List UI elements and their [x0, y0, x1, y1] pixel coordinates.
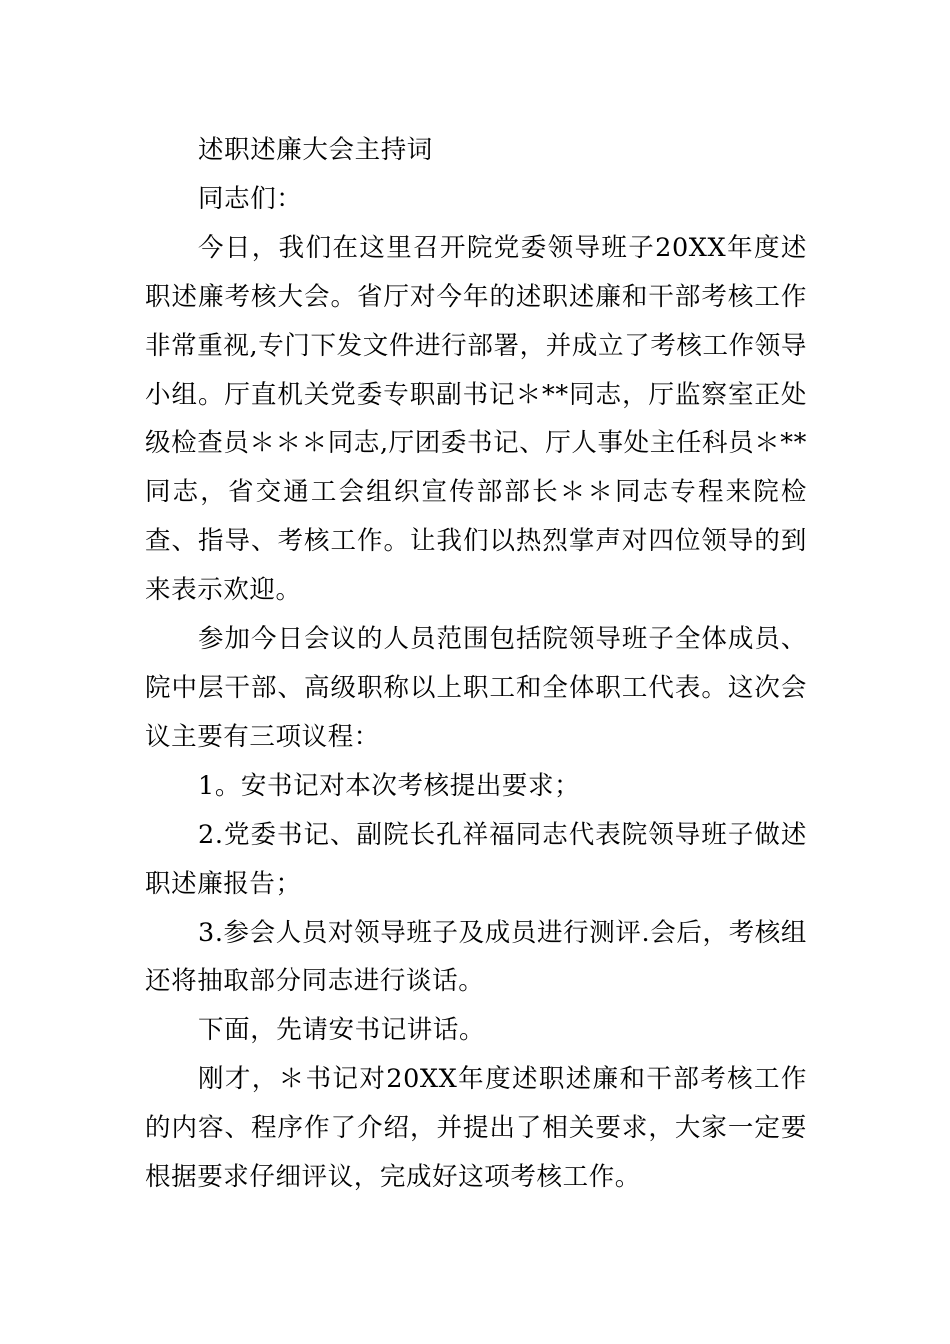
agenda-item-3: 3.参会人员对领导班子及成员进行测评.会后，考核组还将抽取部分同志进行谈话。: [145, 917, 807, 997]
paragraph-closing: 刚才，＊书记对20XX年度述职述廉和干部考核工作的内容、程序作了介绍，并提出了相关要求，大家一定要根据要求仔细评议，完成好这项考核工作。: [145, 1064, 807, 1193]
document-title: 述职述廉大会主持词: [198, 135, 433, 165]
paragraph-invite-speech: 下面，先请安书记讲话。: [198, 1015, 486, 1046]
paragraph-attendees: 参加今日会议的人员范围包括院领导班子全体成员、院中层干部、高级职称以上职工和全体职工代表。这次会议主要有三项议程：: [145, 624, 807, 752]
paragraph-opening: 今日，我们在这里召开院党委领导班子20XX年度述职述廉考核大会。省厅对今年的述职述廉和干部考核工作非常重视,专门下发文件进行部署，并成立了考核工作领导小组。厅直机关党委专职副书记＊**同志，厅监察室正处级检查员＊＊＊同志,厅团委书记、厅人事处主任科员＊**同志，省交通工会组织宣传部部长＊＊同志专程来院检查、指导、考核工作。让我们以热烈掌声对四位领导的到来表示欢迎。: [145, 232, 807, 606]
agenda-item-1: 1。安书记对本次考核提出要求；: [198, 770, 581, 801]
document-body: [145, 126, 807, 1202]
salutation: 同志们：: [198, 183, 303, 214]
agenda-item-2: 2.党委书记、副院长孔祥福同志代表院领导班子做述职述廉报告；: [145, 819, 807, 899]
